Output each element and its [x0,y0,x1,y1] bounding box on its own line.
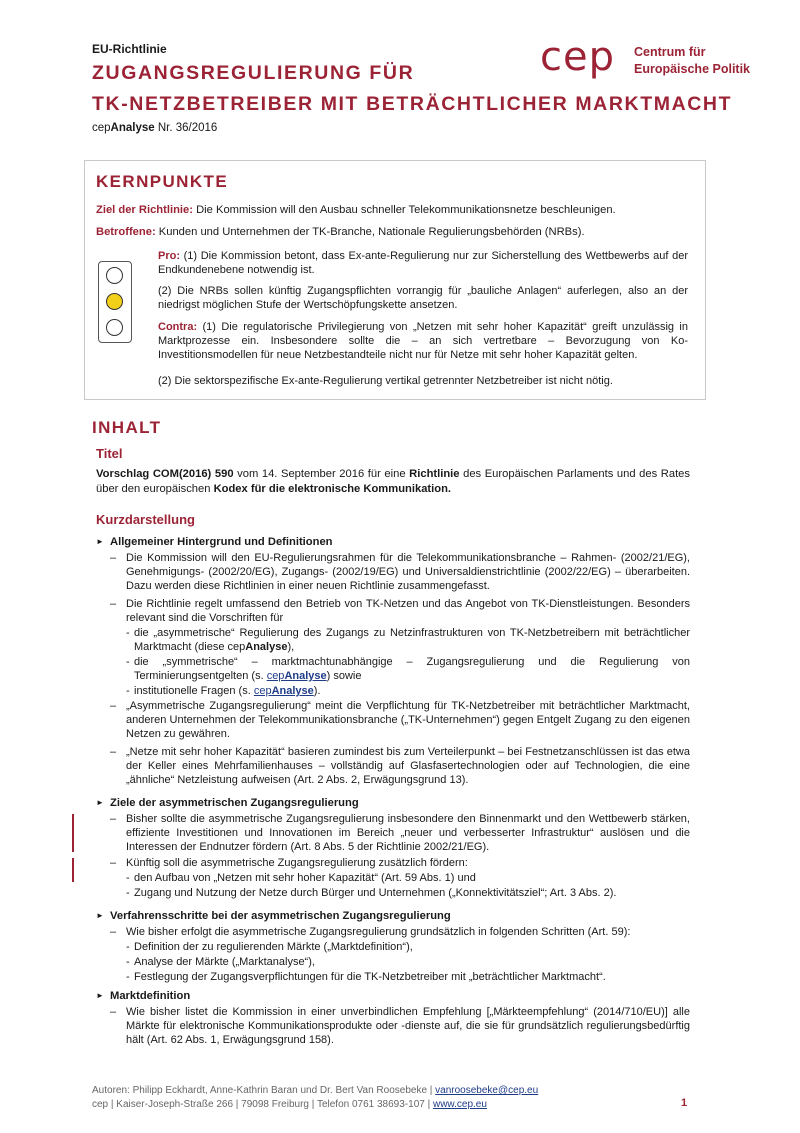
sub-text-a: institutionelle Fragen (s. [134,685,254,697]
sub-list-item-text: Definition der zu regulierenden Märkte („Marktdefinition“), [134,941,413,953]
sub-text-a: die „asymmetrische“ Regulierung des Zugangs zu Netzinfrastrukturen von TK-Netzbetreibern mit beträchtlicher Marktmacht (diese cep [134,627,690,653]
sub-list-item-text: Festlegung der Zugangsverpflichtungen für die TK-Netzbetreiber mit „beträchtlicher Marktmacht“. [134,971,606,983]
list-item: – „Asymmetrische Zugangsregulierung“ meint die Verpflichtung für TK-Netzbetreiber mit beträchtlicher Marktmacht, anderen Unternehmen der Telekommunikationsbranche („TK-Unternehmen“) gegen Entgelt Zugang zu den eigenen Netzen zu gewähren. [110,700,690,740]
section-heading [96,910,451,922]
issue-rest: Nr. 36/2016 [154,122,218,134]
author-email-link[interactable]: vanroosebeke@cep.eu [435,1085,539,1096]
section-heading [96,536,333,548]
footer-authors [92,1085,538,1096]
section-heading [96,990,190,1002]
titel-bold-3: Kodex für die elektronische Kommunikation. [213,483,452,495]
sub-list-item-text: Zugang und Nutzung der Netze durch Bürger und Unternehmen („Konnektivitätsziel“; Art. 3 Abs. 2). [134,887,617,899]
issue-number [92,122,217,134]
document-title-line-2: TK-NETZBETREIBER MIT BETRÄCHTLICHER MARKTMACHT [92,93,733,115]
change-bar [72,814,74,852]
sub-list-item: - Definition der zu regulierenden Märkte („Marktdefinition“), [126,940,690,954]
list-item: – Wie bisher erfolgt die asymmetrische Zugangsregulierung grundsätzlich in folgenden Schritten (Art. 59): [110,925,690,939]
kurzdarstellung-heading: Kurzdarstellung [96,512,195,527]
list-item: – Bisher sollte die asymmetrische Zugangsregulierung insbesondere den Binnenmarkt und den Wettbewerb stärken, effiziente Investitionen und Innovationen im Bereich „neuer und verbesserter Infrastruktur“ auslösen und die Interessen der Endnutzer fördern (Art. 8 Abs. 5 der Richtlinie 2002/21/EG). [110,813,690,853]
kernpunkte-box [84,160,706,400]
contra-label: Contra: [158,321,198,333]
sub-text-b: Analyse [245,641,288,653]
sub-list-item: - institutionelle Fragen (s. cepAnalyse). [126,684,690,698]
link-part-a: cep [253,685,272,697]
contra-1 [158,320,688,362]
traffic-light-top [106,267,123,284]
footer-address-text: cep | Kaiser-Joseph-Straße 266 | 79098 Freiburg | Telefon 0761 38693-107 | [92,1099,433,1110]
sub-list-item: - Analyse der Märkte („Marktanalyse“), [126,955,690,969]
issue-prefix: cep [92,122,111,134]
pro-2: (2) Die NRBs sollen künftig Zugangspflichten vorrangig für „bauliche Anlagen“ auferlegen, also an der niedrigst möglichen Stufe der Wertschöpfungskette ansetzen. [158,285,688,311]
section-3-title: Verfahrensschritte bei der asymmetrischen Zugangsregulierung [110,910,451,922]
sub-text-c: ). [313,685,321,697]
traffic-light-bottom [106,319,123,336]
logo-line-2: Europäische Politik [634,62,751,76]
footer-authors-text: Autoren: Philipp Eckhardt, Anne-Kathrin Baran und Dr. Bert Van Roosebeke | [92,1085,436,1096]
list-item-text: Bisher sollte die asymmetrische Zugangsregulierung insbesondere den Binnenmarkt und den Wettbewerb stärken, effiziente Investitionen und Innovationen im Bereich „neuer und verbesserter Infrastruktur“ auslösen und die Interessen der Endnutzer fördern (Art. 8 Abs. 5 der Richtlinie 2002/21/EG). [126,813,690,853]
link-part-b: Analyse [271,685,314,697]
contra-1-text: (1) Die regulatorische Privilegierung von „Netzen mit sehr hoher Kapazität“ greift unzulässig in Marktprozesse ein. Insbesondere sollte die – an sich vertretbare – Bevorzugung von Ko-Investitionsmodellen für neue Netzbestandteile nicht nur für Netze mit sehr hoher Kapazität gelten. [158,321,688,361]
cep-logo-text [634,44,750,78]
contra-2: (2) Die sektorspezifische Ex-ante-Regulierung vertikal getrennter Netzbetreiber ist nicht nötig. [158,375,613,387]
page-number: 1 [681,1097,688,1109]
ziel-text: Die Kommission will den Ausbau schneller Telekommunikationsnetze beschleunigen. [192,204,616,216]
document-kicker: EU-Richtlinie [92,42,167,56]
sub-list-item: - die „asymmetrische“ Regulierung des Zugangs zu Netzinfrastrukturen von TK-Netzbetreibern mit beträchtlicher Marktmacht (diese cepAnalyse), [126,627,690,653]
titel-rest-2: des Europäischen Parlaments und des Rates über den europäischen [96,468,690,495]
list-item: – Wie bisher listet die Kommission in einer unverbindlichen Empfehlung [„Märkteempfehlung“ (2014/710/EU)] alle Märkte für elektronische Kommunikationsprodukte oder -dienste auf, die sie für grundsätzlich regulierungsbedürftig hält (Art. 62 Abs. 1, Erwägungsgrund 158). [110,1006,690,1046]
link-part-b: Analyse [284,670,327,682]
change-bar [72,858,74,882]
list-item: – Künftig soll die asymmetrische Zugangsregulierung zusätzlich fördern: [110,856,690,870]
sub-list-item-text: Analyse der Märkte („Marktanalyse“), [134,956,315,968]
sub-list-item: - den Aufbau von „Netzen mit sehr hoher Kapazität“ (Art. 59 Abs. 1) und [126,871,690,885]
sub-list-item: - Zugang und Nutzung der Netze durch Bürger und Unternehmen („Konnektivitätsziel“; Art. 3 Abs. 2). [126,886,690,900]
titel-heading: Titel [96,446,123,461]
triangle-bullet-icon: ► [96,537,104,546]
footer-address [92,1099,487,1110]
betroffene-label: Betroffene: [96,226,156,238]
pro-1-text: (1) Die Kommission betont, dass Ex-ante-Regulierung nur zur Sicherstellung des Wettbewerbs auf der Endkundenebene notwendig ist. [158,250,688,276]
titel-bold-2: Richtlinie [409,468,460,480]
sub-list-item-text [126,655,690,683]
sub-list-item-text [126,626,690,654]
traffic-light-middle-yellow [106,293,123,310]
sub-list-item: - die „symmetrische“ – marktmachtunabhängige – Zugangsregulierung und die Regulierung von Terminierungsentgelten (s. cepAnalyse) sowie [126,656,690,682]
titel-paragraph [96,467,690,497]
list-item-text: Die Kommission will den EU-Regulierungsrahmen für die Telekommunikationsbranche – Rahmen- (2002/21/EG), Genehmigungs- (2002/20/EG), Zugangs- (2002/19/EG) und Universaldienstrichtlinie (2002/22/EG) – überarbeiten. Dazu werden diese Richtlinien in einer neuen Richtlinie zusammengefasst. [126,552,690,592]
sub-list-item-text: den Aufbau von „Netzen mit sehr hoher Kapazität“ (Art. 59 Abs. 1) und [134,872,476,884]
list-item: – Die Kommission will den EU-Regulierungsrahmen für die Telekommunikationsbranche – Rahmen- (2002/21/EG), Genehmigungs- (2002/20/EG), Zugangs- (2002/19/EG) und Universaldienstrichtlinie (2002/22/EG) – überarbeiten. Dazu werden diese Richtlinien in einer neuen Richtlinie zusammengefasst. [110,552,690,592]
document-title-line-1: ZUGANGSREGULIERUNG FÜR [92,62,415,84]
traffic-light-icon [98,261,132,343]
betroffene-line [96,225,585,239]
list-item-text: Wie bisher erfolgt die asymmetrische Zugangsregulierung grundsätzlich in folgenden Schritten (Art. 59): [126,926,631,938]
sub-text-a: die „symmetrische“ – marktmachtunabhängige – Zugangsregulierung und die Regulierung von Terminierungsentgelten (s. [134,656,690,682]
betroffene-text: Kunden und Unternehmen der TK-Branche, Nationale Regulierungsbehörden (NRBs). [155,226,585,238]
ziel-label: Ziel der Richtlinie: [96,204,193,216]
list-item-text: Die Richtlinie regelt umfassend den Betrieb von TK-Netzen und das Angebot von TK-Dienstleistungen. Besonders relevant sind die Vorschriften für [126,598,690,624]
list-item-text: „Netze mit sehr hoher Kapazität“ basieren zumindest bis zum Verteilerpunkt – bei Festnetzanschlüssen ist das etwa der Keller eines Mehrfamilienhauses – vollständig auf Glasfasertechnologien oder auf Technologien, die eine „ähnliche“ Netzleistung aufweisen (Art. 2 Abs. 2, Erwägungsgrund 13). [126,746,690,786]
issue-bold: Analyse [110,122,155,134]
section-1-title: Allgemeiner Hintergrund und Definitionen [110,536,333,548]
list-item: – „Netze mit sehr hoher Kapazität“ basieren zumindest bis zum Verteilerpunkt – bei Festnetzanschlüssen ist das etwa der Keller eines Mehrfamilienhauses – vollständig auf Glasfasertechnologien oder auf Technologien, die eine „ähnliche“ Netzleistung aufweisen (Art. 2 Abs. 2, Erwägungsgrund 13). [110,746,690,786]
sub-text-c: ) sowie [326,670,362,682]
list-item-text: Künftig soll die asymmetrische Zugangsregulierung zusätzlich fördern: [126,857,468,869]
sub-list-item: - Festlegung der Zugangsverpflichtungen für die TK-Netzbetreiber mit „beträchtlicher Marktmacht“. [126,970,690,984]
pro-label: Pro: [158,250,180,262]
section-4-title: Marktdefinition [110,990,191,1002]
list-item-text: „Asymmetrische Zugangsregulierung“ meint die Verpflichtung für TK-Netzbetreiber mit beträchtlicher Marktmacht, anderen Unternehmen der Telekommunikationsbranche („TK-Unternehmen“) gegen Entgelt Zugang zu den eigenen Netzen zu gewähren. [126,700,690,740]
sub-list-item-text [126,684,690,698]
triangle-bullet-icon: ► [96,911,104,920]
sub-text-c: ), [287,641,295,653]
section-2-title: Ziele der asymmetrischen Zugangsregulierung [110,797,359,809]
triangle-bullet-icon: ► [96,798,104,807]
website-link[interactable]: www.cep.eu [432,1099,487,1110]
kernpunkte-title: KERNPUNKTE [96,172,229,191]
list-item-text: Wie bisher listet die Kommission in einer unverbindlichen Empfehlung [„Märkteempfehlung“ (2014/710/EU)] alle Märkte für elektronische Kommunikationsprodukte oder -dienste auf, die sie für grundsätzlich regulierungsbedürftig hält (Art. 62 Abs. 1, Erwägungsgrund 158). [126,1006,690,1046]
ziel-line [96,203,616,217]
triangle-bullet-icon: ► [96,991,104,1000]
link-part-a: cep [266,670,285,682]
inhalt-title: INHALT [92,418,162,437]
cep-analyse-link[interactable] [267,670,327,682]
list-item: – Die Richtlinie regelt umfassend den Betrieb von TK-Netzen und das Angebot von TK-Dienstleistungen. Besonders relevant sind die Vorschriften für [110,598,690,624]
logo-line-1: Centrum für [634,45,706,59]
titel-rest-1: vom 14. September 2016 für eine [233,468,410,480]
cep-analyse-link[interactable] [254,685,314,697]
titel-bold-1: Vorschlag COM(2016) 590 [96,468,234,480]
pro-1 [158,249,688,277]
section-heading [96,797,359,809]
cep-logo-wordmark: cep [540,34,615,80]
